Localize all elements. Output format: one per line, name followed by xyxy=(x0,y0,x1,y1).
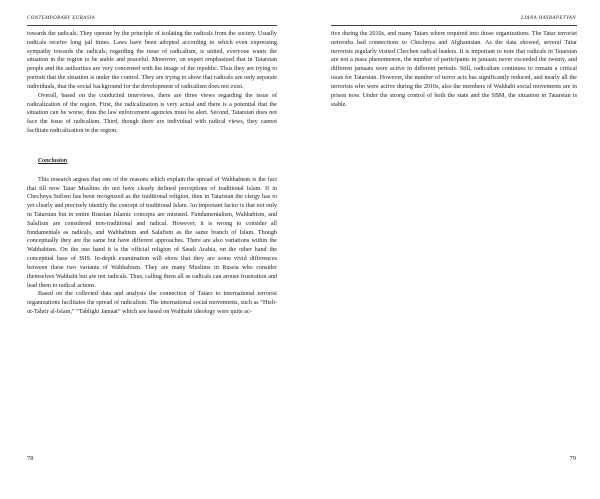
paragraph: Based on the collected data and analysis the connection of Tatars to international terrorist organizations facilitates the spread of radicalism. The international social movements, such as “Hizb-ut-Tahrir al-Islam,” “Tablighi Jamaat” which are based on Wahhabi ideology were quite ac- xyxy=(27,291,277,315)
header-rule xyxy=(27,25,277,26)
right-text-block xyxy=(331,30,577,109)
header-rule xyxy=(331,25,577,26)
running-header-journal: CONTEMPORARY EURASIA xyxy=(27,16,96,21)
section-heading-conclusion: Conclusion xyxy=(38,156,68,164)
right-page xyxy=(300,0,600,499)
paragraph: towards the radicals. They operate by the principle of isolating the radicals from the society. Usually radicals receive long jail times. Laws have been adopted according to which even expressing sympathy towards the radicals, regarding the issue of radicalism, is united, everyone wants the situation in the region to be stable and peaceful. Moreover, on expert emphasized that in Tatarstan people and the authorities are very concerned with the image of the republic. Thus they are trying to portrait that the situation is under the control. They are trying to show that radicals are only separate individuals, that the social background for the development of radicalism does not exist. xyxy=(27,31,277,90)
page-number: 79 xyxy=(569,455,576,462)
page-number: 78 xyxy=(27,455,34,462)
left-text-block xyxy=(27,30,277,317)
paragraph: Overall, based on the conducted interviews, there are three views regarding the issue of radicalization of the region. First, the radicalization is very actual and there is a potential that the situation can be worse, thus the law enforcement agencies must be alert. Second, Tatarstan does not face the issue of radicalism. Third, though there are individual with radical views, they cannot facilitate radicalization in the region. xyxy=(27,92,277,134)
paragraph: This research argues that one of the reasons which explain the spread of Wahhabism is the fact that till now Tatar Muslims do not have clearly defined perceptions of traditional Islam. If in Chechnya Sufism has been recognized as the traditional religion, then in Tatarstan the clergy has to yet clearly and precisely identify the concept of traditional Islam. An important factor is that not only in Tatarstan but in entire Russian Islamic concepts are misused. Fundamentalism, Wahhabism, and Salafism are considered non-traditional and radical. However, it is wrong to consider all fundamentals as radicals, and Wahhabism and Salafism as the same branch of Islam. Though conceptually they are the same but have different approaches. There are also variations within the Wahhabism. On the one hand it is the official religion of Saudi Arabia, on the other hand the conceptual base of ISIS. In-depth examination will show that they are some vivid differences between these two variants of Wahhabism. They are many Muslims in Russia who consider themselves Wahhabi but are not radicals. Thus, calling them all as radicals can arouse frustration and lead them to radical actions. xyxy=(27,176,277,289)
paragraph: tive during the 2010s, and many Tatars where required into those organizations. The Tatar terrorist networks had connections to Chechnya and Afghanistan. As the data showed, several Tatar terrorists regularly visited Chechen radical leaders. It is important to note that radicals in Tatarstan are not a mass phenomenon, the number of participants in jamaats never exceeded the twenty, and different jamaats were active in different periods. Still, radicalism continues to remain a critical issue for Tatarstan. However, the number of terror acts has significantly reduced, and nearly all the terrorists who were active during the 2010s, also the members of Wahhabi social movements are in prison now. Under the strong control of both the state and the SBM, the situation in Tatarstan is stable. xyxy=(331,31,577,108)
running-header-author: LIANA HAYRAPETYAN xyxy=(521,16,576,21)
